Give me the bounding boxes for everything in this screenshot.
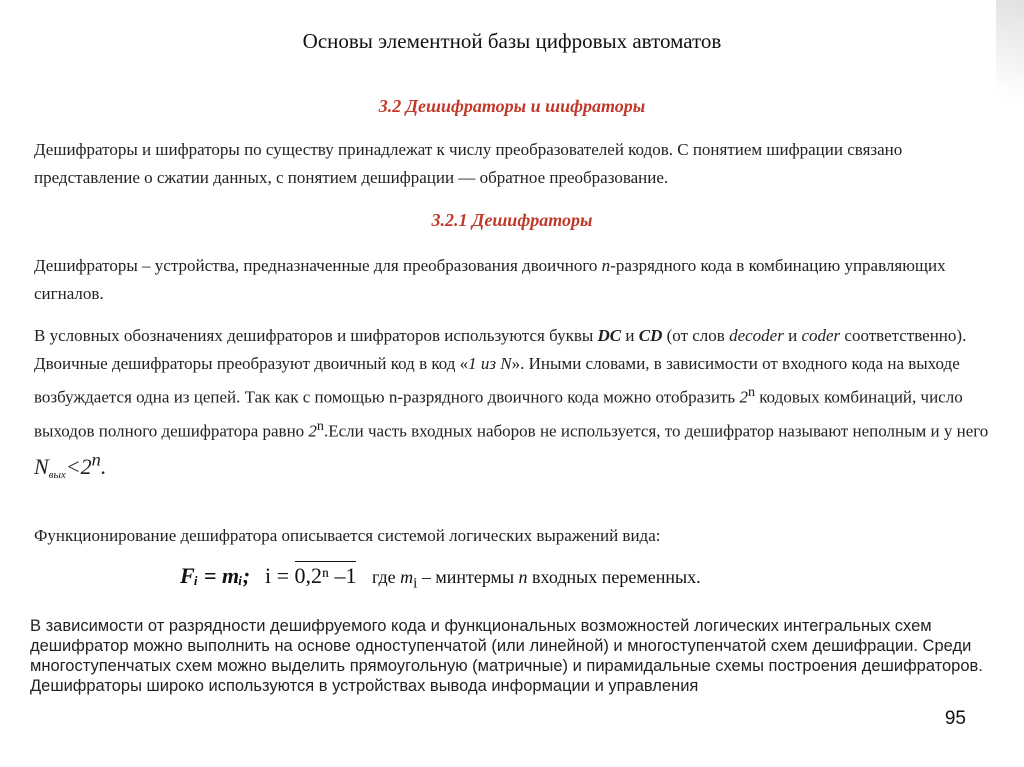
- page-title: Основы элементной базы цифровых автоматов: [302, 29, 722, 53]
- n-out-expression: $N_{вых}<2^n$.: [34, 449, 107, 481]
- functioning-paragraph: Функционирование дешифратора описывается системой логических выражений вида:: [34, 526, 661, 545]
- decoder-formula: [180, 559, 820, 599]
- formula-lhs: Fᵢ = mᵢ;: [180, 563, 251, 588]
- usage-paragraph: В зависимости от разрядности дешифруемого кода и функциональных возможностей логических интегральных схем дешифратор можно выполнить на основе одноступенчатой (или линейной) и многоступенчатой схем дешифрации. Среди многоступенчатых схем можно выделить прямоугольную (матричные) и пирамидальные схемы построения дешифраторов. Дешифраторы широко используются в устройствах вывода информации и управления: [30, 617, 983, 695]
- intro-paragraph: Дешифраторы и шифраторы по существу принадлежат к числу преобразователей кодов. С понятием шифрации связано представление о сжатии данных, с понятием дешифрации — обратное преобразование.: [34, 140, 903, 187]
- definition-paragraph: Дешифраторы – устройства, предназначенные для преобразования двоичного n-разрядного кода в комбинацию управляющих сигналов.: [34, 256, 946, 303]
- page-number: 95: [944, 708, 966, 729]
- corner-shadow: [996, 0, 1024, 140]
- formula-range: i = 0,2ⁿ –1: [265, 563, 357, 588]
- subsection-title: 3.2.1 Дешифраторы: [431, 210, 593, 230]
- formula-where: где $m_i$ – минтермы n входных переменных.: [372, 567, 701, 592]
- section-title: 3.2 Дешифраторы и шифраторы: [378, 96, 646, 116]
- notation-paragraph: В условных обозначениях дешифраторов и шифраторов используются буквы DC и CD (от слов decoder и coder соответственно). Двоичные дешифраторы преобразуют двоичный код в код «1 из N». Иными словами, в зависимости от входного кода на выходе возбуждается одна из цепей. Так как с помощью n-разрядного двоичного кода можно отобразить 2$^n$ кодовых комбинаций, число выходов полного дешифратора равно 2$^n$.Если часть входных наборов не используется, то дешифратор называют неполным и у него $N_{вых}<2^n$.: [34, 326, 989, 481]
